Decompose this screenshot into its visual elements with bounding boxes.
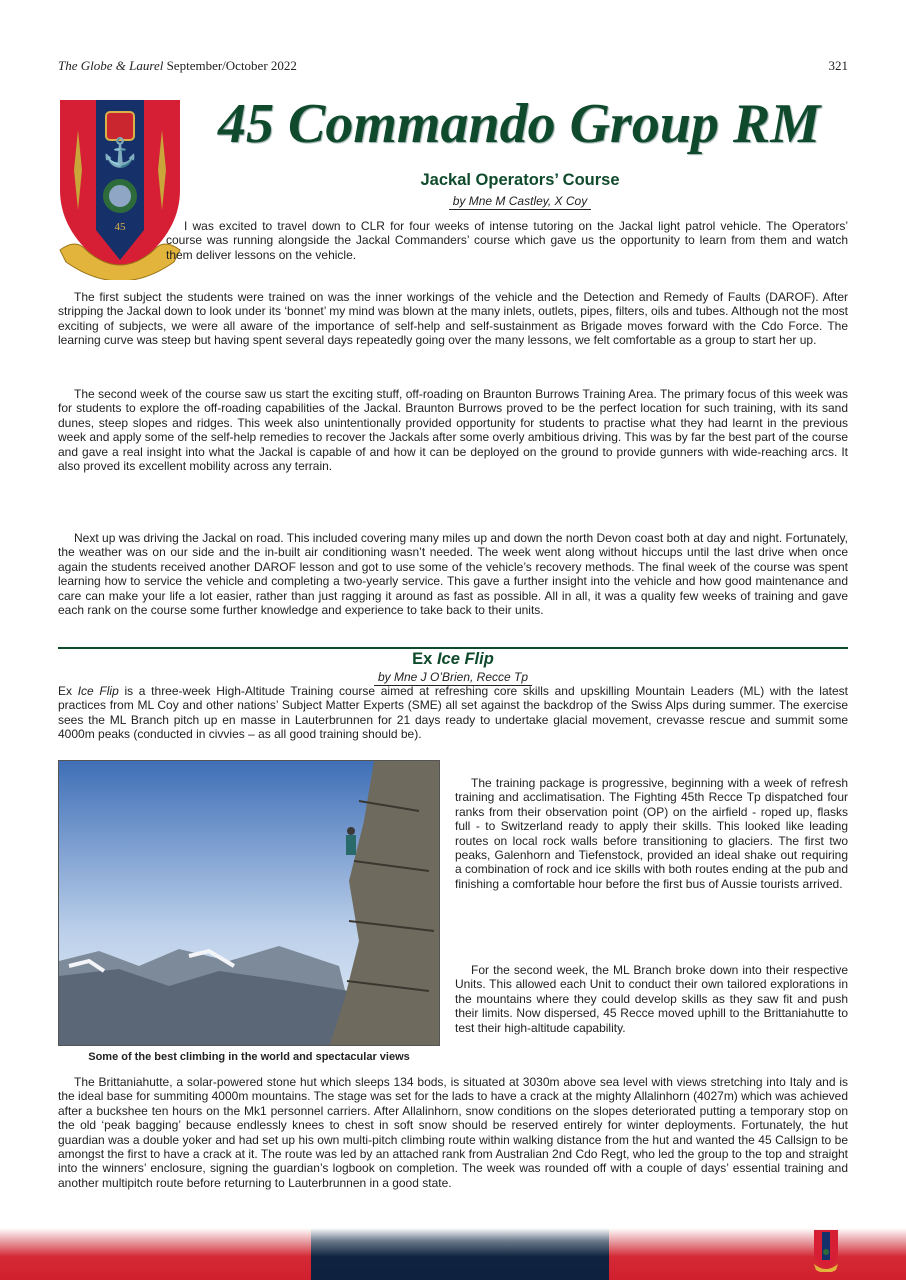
svg-text:45: 45 (114, 221, 126, 233)
paragraph: The first subject the students were trained on was the inner workings of the vehicle and the Detection and Remedy of Faults (DAROF). After stripping the Jackal down to look under its ‘bonnet’ my mind was blown at the many inlets, outlets, pipes, filters, oils and tubes. Although not the most exciting of subjects, we were all aware of the importance of self-help and self-sustainment as Brigade moves forward with the Cdo Force. The learning curve was steep but having spent several days repeatedly going over the many lessons, we felt comfortable as a group to start her up. (58, 290, 848, 348)
section-divider (58, 647, 848, 649)
paragraph: Next up was driving the Jackal on road. This included covering many miles up and down the north Devon coast both at day and night. Fortunately, the weather was on our side and the in-built air conditioning wasn’t needed. The week went along without hiccups until the last drive when once again the students received another DAROF lesson and got to use some of the vehicle’s recovery methods. The final week of the course was spent learning how to service the vehicle and completing a two-yearly service. This gave a further insight into the vehicle and how good maintenance and care can make your life a lot easier, rather than just ragging it around as fast as possible. All in all, it was a quality few weeks of training and gave each rank on the course some further knowledge and experience to take back to their units. (58, 531, 848, 618)
footer-band (0, 1228, 906, 1280)
issue-date: September/October 2022 (166, 58, 297, 73)
svg-text:⚓: ⚓ (102, 137, 138, 168)
climbing-photo (58, 760, 440, 1046)
article-heading-jackal: Jackal Operators’ Course (420, 171, 620, 189)
paragraph: For the second week, the ML Branch broke down into their respective Units. This allowed each Unit to conduct their own tailored explorations in the mountains where they could develop skills as they saw fit and push their limits. Now dispersed, 45 Recce moved uphill to the Brittaniahutte to test their high-altitude capability. (455, 963, 848, 1035)
byline-ice-flip: by Mne J O’Brien, Recce Tp (58, 670, 848, 684)
paragraph-intro: Ex Ice Flip is a three-week High-Altitude Training course aimed at refreshing core skills and upskilling Mountain Leaders (ML) with the latest practices from ML Coy and other nations’ Subject Matter Experts (SME) all set against the backdrop of the Swiss Alps during summer. The exercise sees the ML Branch pitch up en masse in Lauterbrunnen for 21 days ready to undertake glacial movement, crevasse rescue and summit some 4000m peaks (conducted in civvies – as all good training should be). (58, 684, 848, 742)
page-number: 321 (828, 58, 848, 73)
running-header (58, 58, 848, 74)
footer-crest-icon (812, 1230, 840, 1272)
page-title: 45 Commando Group RM (218, 93, 821, 155)
paragraph: The Brittaniahutte, a solar-powered stone hut which sleeps 134 bods, is situated at 3030m above sea level with views stretching into Italy and is the ideal base for summiting 4000m mountains. The stage was set for the lads to have a crack at the mighty Allalinhorn (4027m) which was achieved after a buckshee ten hours on the Mk1 personnel carriers. After Allalinhorn, snow conditions on the slopes deteriorated putting a temporary stop on the old ‘peak bagging’ because endlessly knees to chest in soft snow should be reserved entirely for winter deployments. Fortunately, the hut guardian was a double yoker and had set up his own multi-pitch climbing route within walking distance from the hut and wanted the 45 Callsign to be amongst the first to have a crack at it. The route was led by an attached rank from Australian 2nd Cdo Regt, who led the group to the top and straight into the winners’ enclosure, signing the guardian’s logbook on completion. The week was rounded off with a couple of days’ essential training and another multipitch route before returning to Lauterbrunnen in a good state. (58, 1075, 848, 1190)
paragraph: I was excited to travel down to CLR for four weeks of intense tutoring on the Jackal light patrol vehicle. The Operators’ course was running alongside the Jackal Commanders’ course which gave us the opportunity to learn from them and watch them deliver lessons on the vehicle. (166, 219, 848, 262)
byline-jackal: by Mne M Castley, X Coy (330, 194, 710, 208)
article-heading-ice-flip: Ex Ice Flip (412, 650, 494, 668)
publication-name: The Globe & Laurel (58, 58, 164, 73)
photo-caption: Some of the best climbing in the world and spectacular views (88, 1051, 410, 1063)
unit-crest-logo (56, 100, 184, 280)
footer-navy-block (311, 1228, 609, 1280)
paragraph: The training package is progressive, beginning with a week of refresh training and acclimatisation. The Fighting 45th Recce Tp dispatched four ranks from their observation point (OP) on the airfield - roped up, flasks full - to Switzerland ready to apply their skills. This looked like leading routes on local rock walls before transitioning to glaciers. The first two peaks, Galenhorn and Tiefenstock, provided an ideal shake out requiring a combination of rock and ice skills with both routes ending at the pub and finishing a comfortable hour before the first bus of Aussie tourists arrived. (455, 776, 848, 891)
paragraph: The second week of the course saw us start the exciting stuff, off-roading on Braunton Burrows Training Area. The primary focus of this week was for students to explore the off-roading capabilities of the Jackal. Braunton Burrows proved to be the perfect location for such training, with its sand dunes, steep slopes and ridges. This week also unintentionally provided opportunity for students to practise what they had learnt in the previous week and apply some of the self-help remedies to recover the Jackals after some overly ambitious driving. This was by far the best part of the course and gave a real insight into what the Jackal is capable of and how it can be deployed on the ground to provide gunners with wide-reaching arcs. It also proved its excellent mobility across any terrain. (58, 387, 848, 474)
